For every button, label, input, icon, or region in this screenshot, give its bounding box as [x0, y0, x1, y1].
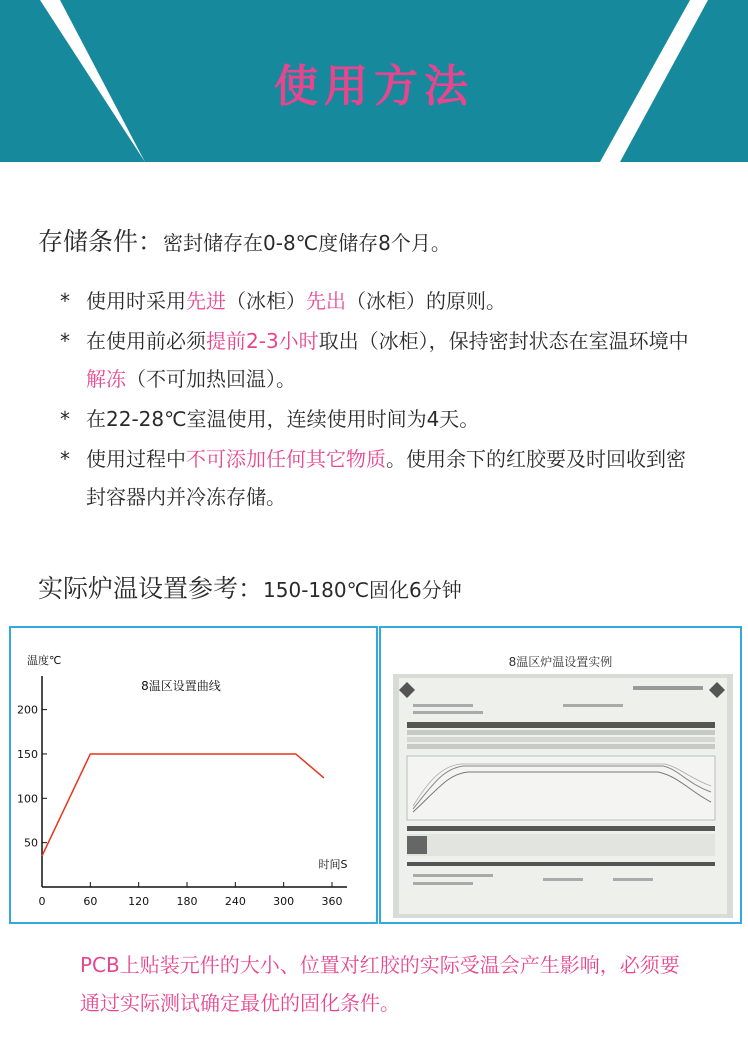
oven-panels [9, 626, 742, 926]
bullet-text: 在使用前必须 [86, 329, 206, 353]
bullet-text: 在22-28℃室温使用，连续使用时间为4天。 [86, 407, 480, 431]
bullet-star: * [60, 329, 70, 353]
temperature-series-line [42, 754, 324, 856]
page-title: 使用方法 [274, 61, 474, 112]
storage-section [38, 222, 451, 258]
footer-note: PCB上贴装元件的大小、位置对红胶的实际受温会产生影响，必须要通过实际测试确定最优的固化条件。 [80, 953, 680, 1015]
bullet-text: （冰柜）的原则。 [346, 289, 506, 313]
storage-heading: 存储条件： [38, 227, 164, 256]
bullet-item [60, 322, 700, 398]
oven-profile-photo [393, 674, 733, 918]
x-tick-label: 60 [83, 895, 98, 908]
bullet-text: 使用时采用 [86, 289, 186, 313]
photo-caption: 8温区炉温设置实例 [508, 655, 613, 669]
x-tick-label: 240 [224, 895, 246, 908]
highlight-text: 提前2-3小时 [206, 329, 319, 353]
x-tick-label: 300 [273, 895, 295, 908]
y-tick-label: 50 [24, 836, 38, 850]
bullet-star: * [60, 407, 70, 431]
usage-bullet-list [60, 282, 700, 518]
oven-section [38, 569, 462, 605]
bullet-text: 。使用余下的红胶要及时回收到密封容器内并冷冻存储。 [86, 447, 686, 509]
chart-title: 8温区设置曲线 [141, 679, 221, 693]
highlight-text: 先进 [186, 289, 226, 313]
bullet-star: * [60, 289, 70, 313]
bullet-text: （冰柜） [226, 289, 306, 313]
oven-heading: 实际炉温设置参考： [38, 574, 264, 603]
highlight-text: 解冻 [86, 367, 126, 391]
bullet-text: 使用过程中 [86, 447, 186, 471]
y-axis-label: 温度℃ [27, 654, 62, 667]
y-tick-label: 150 [17, 747, 38, 761]
bullet-item [60, 440, 700, 516]
x-tick-label: 120 [128, 895, 150, 908]
x-tick-label: 180 [176, 895, 198, 908]
curve-panel [9, 626, 378, 924]
x-axis-label: 时间S [318, 858, 348, 871]
highlight-text: 不可添加任何其它物质 [186, 447, 386, 471]
bullet-star: * [60, 447, 70, 471]
y-tick-label: 100 [17, 792, 38, 806]
storage-value: 密封储存在0-8℃度储存8个月。 [163, 231, 451, 255]
bullet-text: （不可加热回温）。 [126, 367, 296, 391]
x-tick-label: 360 [321, 895, 343, 908]
y-tick-label: 200 [17, 703, 38, 717]
photo-panel [379, 626, 742, 924]
bullet-item [60, 282, 700, 320]
bullet-item [60, 400, 700, 438]
oven-value: 150-180℃固化6分钟 [263, 578, 462, 602]
highlight-text: 先出 [306, 289, 346, 313]
bullet-text: 取出（冰柜），保持密封状态在室温环境中 [318, 329, 689, 353]
x-tick-label: 0 [38, 895, 46, 908]
temperature-curve-chart [11, 628, 376, 922]
